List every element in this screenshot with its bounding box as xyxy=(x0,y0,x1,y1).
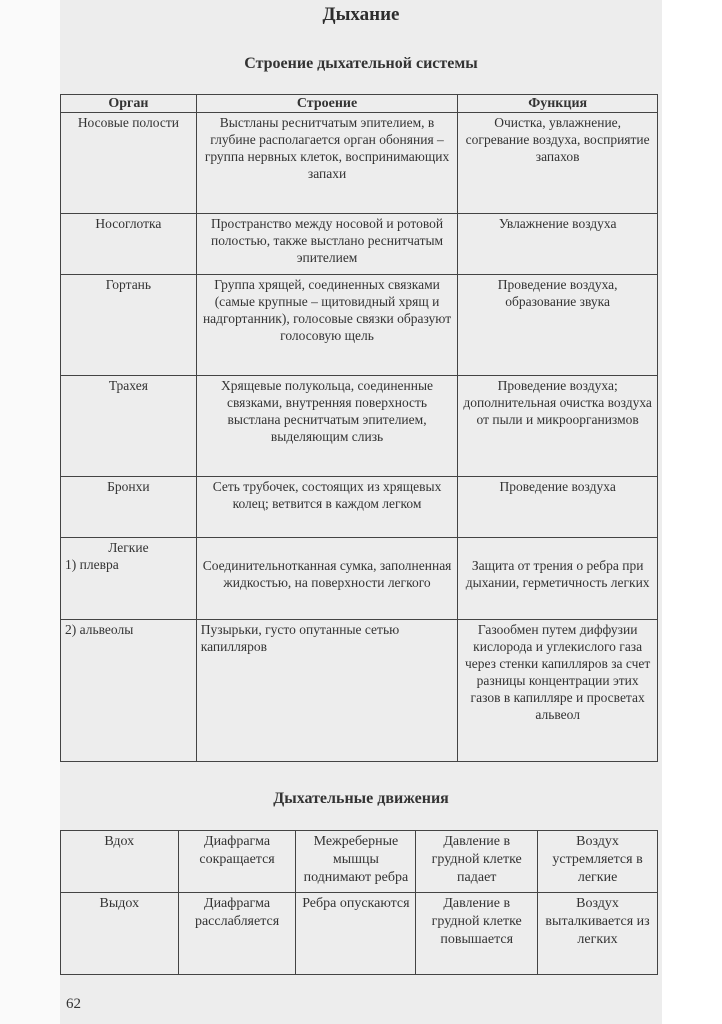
organ-cell: Носовые полости xyxy=(61,113,197,214)
section-title-movements: Дыхательные движения xyxy=(273,790,449,807)
table-row xyxy=(61,831,658,893)
function-cell: Проведение воздуха, образование звука xyxy=(458,275,658,376)
structure-cell: Группа хрящей, соединенных связками (самые крупные – щитовидный хрящ и надгортанник), голосовые связки образуют голосовую щель xyxy=(196,275,458,376)
muscles-cell: Ребра опускаются xyxy=(296,893,416,975)
organ-cell: Гортань xyxy=(61,275,197,376)
pleura-label: 1) плевра xyxy=(65,557,119,572)
page-left-margin xyxy=(0,0,60,1024)
diaphragm-cell: Диафрагма расслабляется xyxy=(178,893,296,975)
phase-cell: Выдох xyxy=(61,893,179,975)
phase-cell: Вдох xyxy=(61,831,179,893)
header-organ: Орган xyxy=(61,95,197,113)
table-row-lungs-pleura xyxy=(61,538,658,620)
breathing-movements-table xyxy=(60,830,658,975)
table-row xyxy=(61,893,658,975)
organ-cell: 2) альвеолы xyxy=(61,620,197,762)
header-structure: Строение xyxy=(196,95,458,113)
page-title: Дыхание xyxy=(322,4,400,25)
pressure-cell: Давление в грудной клетке падает xyxy=(416,831,538,893)
table-row xyxy=(61,113,658,214)
structure-cell: Сеть трубочек, состоящих из хрящевых колец; ветвится в каждом легком xyxy=(196,477,458,538)
organ-cell-lungs xyxy=(61,538,197,620)
lungs-label: Легкие xyxy=(108,540,149,555)
structure-cell: Пространство между носовой и ротовой полостью, также выстлано реснитчатым эпителием xyxy=(196,214,458,275)
table-row xyxy=(61,477,658,538)
structure-cell: Выстланы реснитчатым эпителием, в глубине располагается орган обоняния – группа нервных клеток, воспринимающих запахи xyxy=(196,113,458,214)
function-cell xyxy=(458,538,658,620)
air-cell: Воздух выталкивается из легких xyxy=(538,893,658,975)
function-cell: Проведение воздуха; дополнительная очистка воздуха от пыли и микроорганизмов xyxy=(458,376,658,477)
table-row xyxy=(61,214,658,275)
pressure-cell: Давление в грудной клетке повышается xyxy=(416,893,538,975)
function-cell: Газообмен путем диффузии кислорода и углекислого газа через стенки капилляров за счет разницы концентрации этих газов в капилляре и просветах альвеол xyxy=(458,620,658,762)
function-cell: Проведение воздуха xyxy=(458,477,658,538)
organ-cell: Носоглотка xyxy=(61,214,197,275)
table-row-lungs-alveoli xyxy=(61,620,658,762)
function-cell: Очистка, увлажнение, согревание воздуха, восприятие запахов xyxy=(458,113,658,214)
structure-cell: Хрящевые полукольца, соединенные связками, внутренняя поверхность выстлана реснитчатым эпителием, выделяющим слизь xyxy=(196,376,458,477)
function-cell: Увлажнение воздуха xyxy=(458,214,658,275)
diaphragm-cell: Диафрагма сокращается xyxy=(178,831,296,893)
muscles-cell: Межреберные мышцы поднимают ребра xyxy=(296,831,416,893)
pleura-function: Защита от трения о ребра при дыхании, герметичность легких xyxy=(465,558,650,590)
section-title-structure: Строение дыхательной системы xyxy=(244,55,478,72)
respiratory-structure-table xyxy=(60,94,658,762)
organ-cell: Бронхи xyxy=(61,477,197,538)
pleura-structure: Соединительнотканная сумка, заполненная жидкостью, на поверхности легкого xyxy=(202,558,452,590)
table-row xyxy=(61,376,658,477)
page-number: 62 xyxy=(66,996,81,1012)
table-header-row xyxy=(61,95,658,113)
book-page xyxy=(60,0,662,1024)
header-function: Функция xyxy=(458,95,658,113)
air-cell: Воздух устремляется в легкие xyxy=(538,831,658,893)
structure-cell xyxy=(196,538,458,620)
organ-cell: Трахея xyxy=(61,376,197,477)
structure-cell: Пузырьки, густо опутанные сетью капилляров xyxy=(196,620,458,762)
table-row xyxy=(61,275,658,376)
